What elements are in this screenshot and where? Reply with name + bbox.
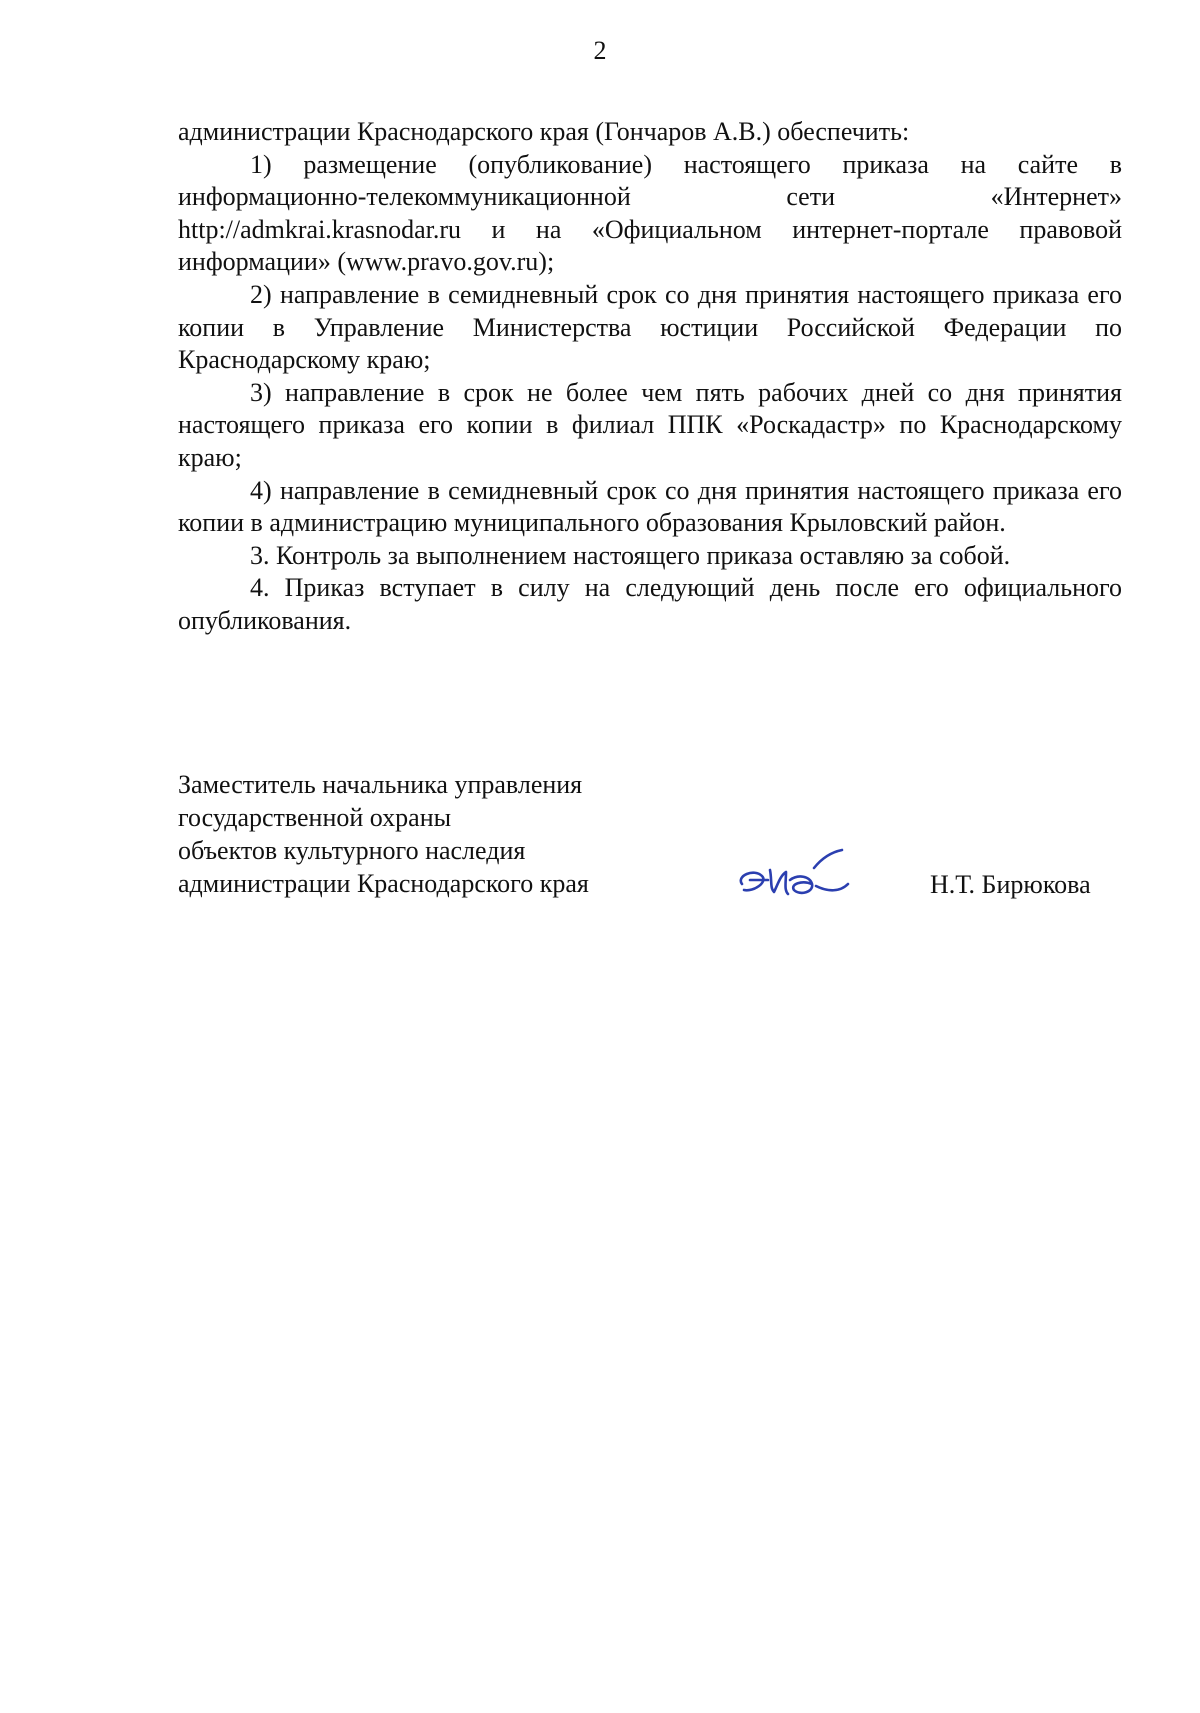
paragraph-effective-date: 4. Приказ вступает в силу на следующий день после его официального опубликования. (178, 573, 1122, 635)
signatory-position-line: государственной охраны (178, 803, 452, 832)
paragraph-intro: администрации Краснодарского края (Гончаров А.В.) обеспечить: (178, 117, 910, 146)
signatory-position-line: администрации Краснодарского края (178, 869, 589, 898)
paragraph-item-3: 3) направление в срок не более чем пять рабочих дней со дня принятия настоящего приказа его копии в филиал ППК «Роскадастр» по Краснодарскому краю; (178, 377, 1122, 472)
signatory-name: Н.Т. Бирюкова (930, 870, 1091, 899)
document-body (178, 116, 1122, 638)
signatory-position (178, 768, 738, 900)
paragraph-item-2: 2) направление в семидневный срок со дня принятия настоящего приказа его копии в Управление Министерства юстиции Российской Федерации по Краснодарскому краю; (178, 279, 1122, 375)
paragraph-control: 3. Контроль за выполнением настоящего приказа оставляю за собой. (250, 540, 1011, 570)
signatory-position-line: Заместитель начальника управления (178, 770, 583, 799)
paragraph-item-4: 4) направление в семидневный срок со дня принятия настоящего приказа его копии в администрацию муниципального образования Крыловский район. (178, 475, 1122, 538)
paragraph-item-1-part-2: http://admkrai.krasnodar.ru и на «Официальном интернет-портале правовой информации» (www.pravo.gov.ru); (178, 214, 1122, 277)
page-number: 2 (593, 36, 607, 65)
paragraph-item-1-part-1: 1) размещение (опубликование) настоящего приказа на сайте в информационно-телекоммуникационной сети «Интернет» (178, 149, 1122, 212)
handwritten-signature (728, 840, 858, 910)
signatory-position-line: объектов культурного наследия (178, 836, 526, 865)
